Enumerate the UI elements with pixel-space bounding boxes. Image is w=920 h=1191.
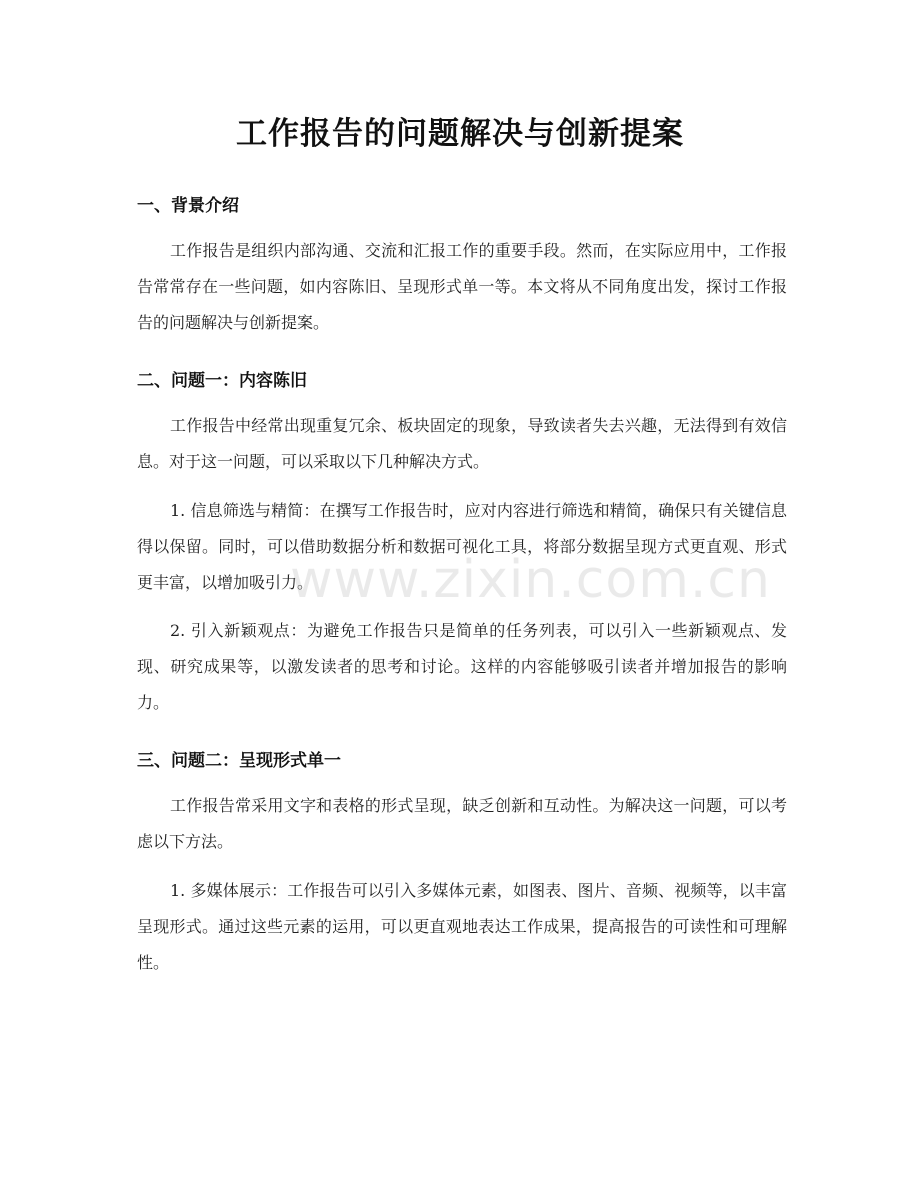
paragraph-problem-one-item-2: 2. 引入新颖观点：为避免工作报告只是简单的任务列表，可以引入一些新颖观点、发现、研究成果等，以激发读者的思考和讨论。这样的内容能够吸引读者并增加报告的影响力。: [137, 621, 787, 712]
section-heading-problem-one: 二、问题一：内容陈旧: [137, 371, 307, 391]
document-title: 工作报告的问题解决与创新提案: [236, 116, 684, 152]
paragraph-problem-two-item-1: 1. 多媒体展示：工作报告可以引入多媒体元素，如图表、图片、音频、视频等，以丰富呈现形式。通过这些元素的运用，可以更直观地表达工作成果，提高报告的可读性和可理解性。: [137, 881, 787, 972]
section-heading-background: 一、背景介绍: [137, 196, 239, 216]
section-heading-problem-two: 三、问题二：呈现形式单一: [137, 751, 341, 771]
paragraph-problem-two-intro: 工作报告常采用文字和表格的形式呈现，缺乏创新和互动性。为解决这一问题，可以考虑以下方法。: [137, 796, 787, 851]
paragraph-problem-one-item-1: 1. 信息筛选与精简：在撰写工作报告时，应对内容进行筛选和精简，确保只有关键信息得以保留。同时，可以借助数据分析和数据可视化工具，将部分数据呈现方式更直观、形式更丰富，以增加吸引力。: [137, 501, 787, 592]
paragraph-background: 工作报告是组织内部沟通、交流和汇报工作的重要手段。然而，在实际应用中，工作报告常常存在一些问题，如内容陈旧、呈现形式单一等。本文将从不同角度出发，探讨工作报告的问题解决与创新提案。: [137, 241, 787, 332]
paragraph-problem-one-intro: 工作报告中经常出现重复冗余、板块固定的现象，导致读者失去兴趣，无法得到有效信息。对于这一问题，可以采取以下几种解决方式。: [137, 416, 787, 471]
watermark-text: www.zixin.com.cn: [290, 550, 771, 610]
